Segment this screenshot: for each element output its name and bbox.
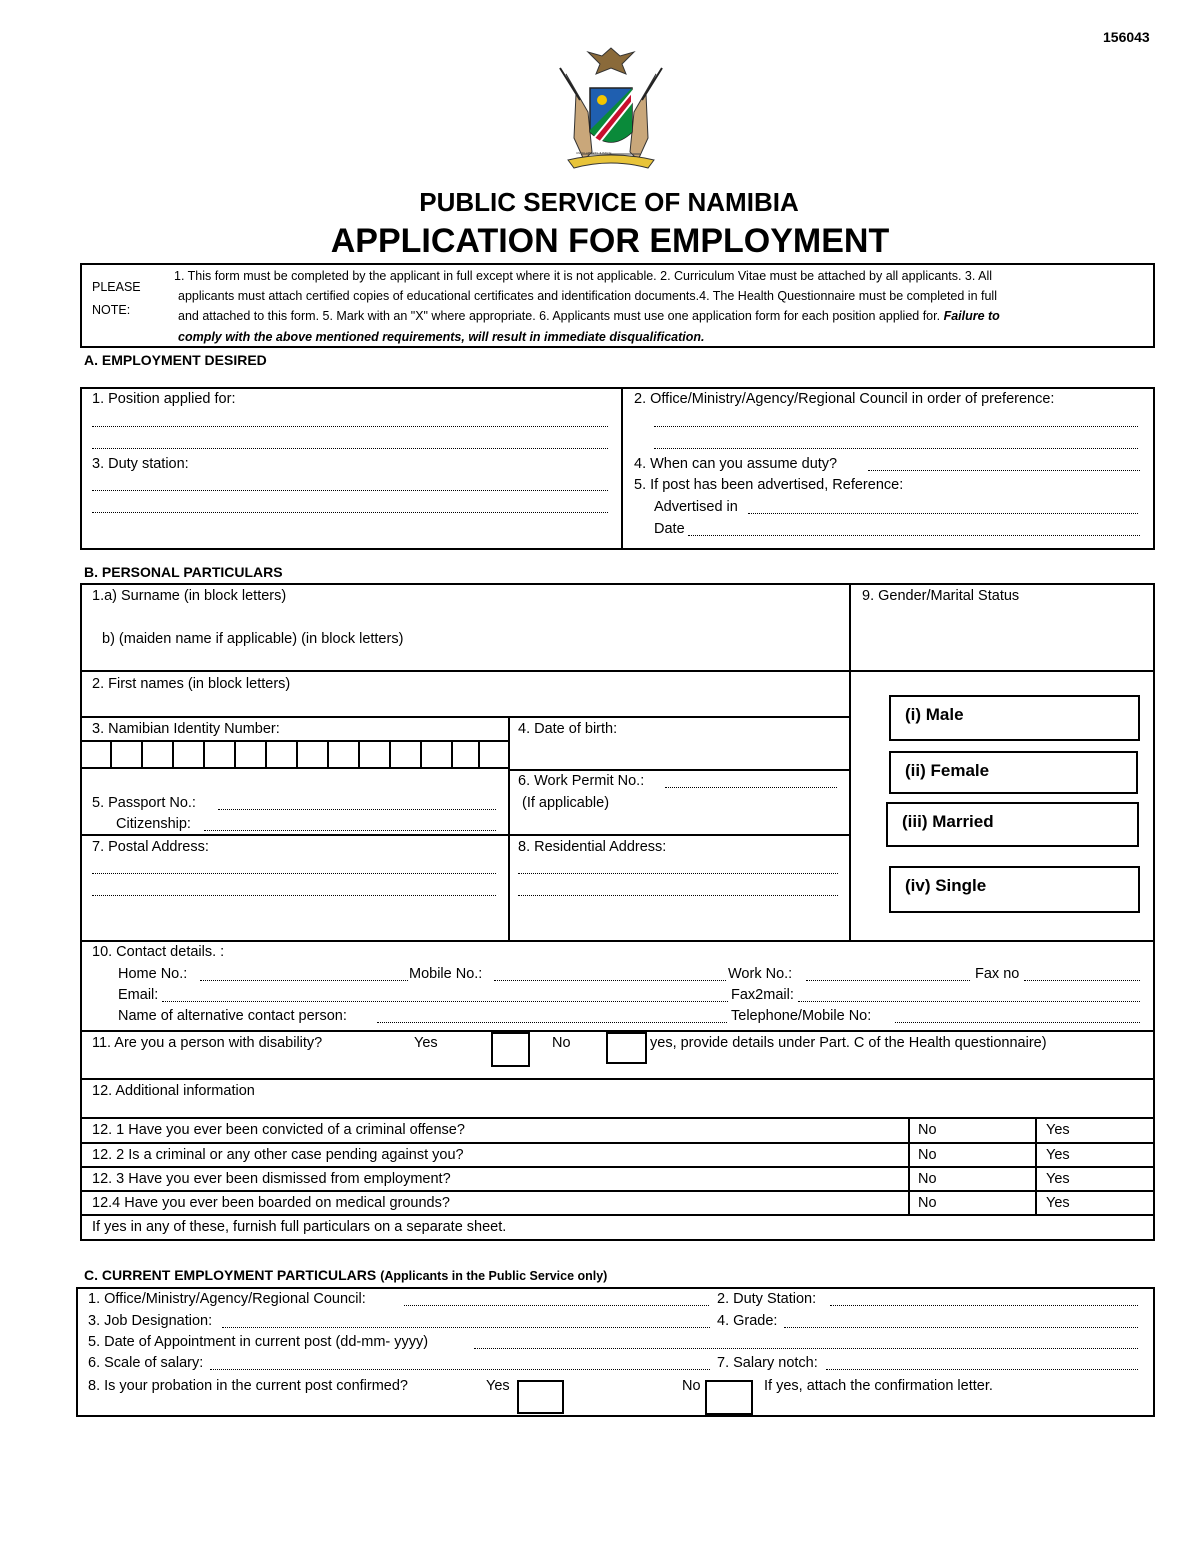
contact-details-label: 10. Contact details. :: [92, 944, 225, 960]
current-duty-station-line[interactable]: [830, 1305, 1138, 1306]
row-divider-dob: [508, 769, 850, 771]
office-preference-line-2[interactable]: [654, 448, 1138, 449]
dob-label: 4. Date of birth:: [518, 721, 618, 737]
probation-yes-checkbox[interactable]: [517, 1380, 564, 1414]
col-divider-no: [908, 1117, 910, 1214]
col-divider-yes: [1035, 1117, 1037, 1214]
fax2mail-line[interactable]: [798, 1001, 1140, 1002]
section-a-table: [80, 387, 1155, 550]
position-applied-line-2[interactable]: [92, 448, 608, 449]
question-case-pending: 12. 2 Is a criminal or any other case pending against you?: [92, 1147, 464, 1163]
telephone-mobile-label: Telephone/Mobile No:: [731, 1008, 872, 1024]
postal-address-label: 7. Postal Address:: [92, 839, 209, 855]
please-note-line-3: [178, 306, 1000, 327]
scale-salary-label: 6. Scale of salary:: [88, 1355, 204, 1371]
disability-no-label: No: [552, 1035, 571, 1051]
telephone-mobile-line[interactable]: [895, 1022, 1140, 1023]
work-no-label: Work No.:: [728, 966, 793, 982]
q2-no-option[interactable]: No: [918, 1147, 937, 1163]
marital-option-single[interactable]: [889, 866, 1140, 913]
office-preference-label: 2. Office/Ministry/Agency/Regional Council in order of preference:: [634, 391, 1055, 407]
assume-duty-label: 4. When can you assume duty?: [634, 456, 838, 472]
current-office-label: 1. Office/Ministry/Agency/Regional Council:: [88, 1291, 366, 1307]
please-note-line-3-italic: Failure to: [943, 309, 1000, 323]
work-permit-line[interactable]: [665, 787, 837, 788]
please-note-label-2: NOTE:: [92, 303, 131, 317]
advertised-in-line[interactable]: [748, 513, 1138, 514]
work-permit-label: 6. Work Permit No.:: [518, 773, 645, 789]
row-divider-q1: [80, 1142, 1155, 1144]
alt-contact-line[interactable]: [377, 1022, 727, 1023]
position-applied-line-1[interactable]: [92, 426, 608, 427]
salary-notch-label: 7. Salary notch:: [717, 1355, 818, 1371]
please-note-line-3-text: and attached to this form. 5. Mark with an "X" where appropriate. 6. Applicants must use one application form for each position applied for.: [178, 309, 941, 323]
marital-option-married[interactable]: [886, 802, 1139, 847]
q2-yes-option[interactable]: Yes: [1046, 1147, 1070, 1163]
gender-marital-label: 9. Gender/Marital Status: [862, 588, 1020, 604]
email-label: Email:: [118, 987, 159, 1003]
citizenship-line[interactable]: [204, 830, 496, 831]
passport-label: 5. Passport No.:: [92, 795, 196, 811]
mobile-no-line[interactable]: [494, 980, 726, 981]
question-dismissed: 12. 3 Have you ever been dismissed from employment?: [92, 1171, 451, 1187]
row-divider-additional: [80, 1117, 1155, 1119]
furnish-particulars-note: If yes in any of these, furnish full particulars on a separate sheet.: [92, 1219, 507, 1235]
section-c-title: [84, 1267, 607, 1285]
first-names-label: 2. First names (in block letters): [92, 676, 291, 692]
current-office-line[interactable]: [404, 1305, 709, 1306]
job-designation-line[interactable]: [222, 1327, 710, 1328]
fax-no-label: Fax no: [975, 966, 1020, 982]
section-a-title: A. EMPLOYMENT DESIRED: [84, 352, 267, 368]
section-c-title-text: C. CURRENT EMPLOYMENT PARTICULARS: [84, 1267, 377, 1283]
job-designation-label: 3. Job Designation:: [88, 1313, 213, 1329]
surname-label: 1.a) Surname (in block letters): [92, 588, 287, 604]
postal-address-line-1[interactable]: [92, 873, 496, 874]
question-criminal-offense: 12. 1 Have you ever been convicted of a criminal offense?: [92, 1122, 465, 1138]
home-no-line[interactable]: [200, 980, 408, 981]
please-note-line-4: comply with the above mentioned requirements, will result in immediate disqualification.: [178, 330, 705, 344]
duty-station-line-1[interactable]: [92, 490, 608, 491]
salary-notch-line[interactable]: [826, 1369, 1138, 1370]
duty-station-line-2[interactable]: [92, 512, 608, 513]
q3-no-option[interactable]: No: [918, 1171, 937, 1187]
home-no-label: Home No.:: [118, 966, 188, 982]
date-label: Date: [654, 521, 685, 537]
residential-address-line-2[interactable]: [518, 895, 838, 896]
gender-option-female[interactable]: [889, 751, 1138, 794]
mobile-no-label: Mobile No.:: [409, 966, 483, 982]
additional-info-label: 12. Additional information: [92, 1083, 255, 1099]
probation-question: 8. Is your probation in the current post confirmed?: [88, 1378, 408, 1394]
postal-address-line-2[interactable]: [92, 895, 496, 896]
date-line[interactable]: [688, 535, 1140, 536]
form-number: 156043: [1103, 29, 1150, 45]
disability-yes-checkbox[interactable]: [491, 1032, 530, 1067]
maiden-name-label: b) (maiden name if applicable) (in block letters): [102, 631, 404, 647]
advertised-reference-label: 5. If post has been advertised, Reference:: [634, 477, 904, 493]
emblem-motto: UNITY LIBERTY JUSTICE: [576, 151, 612, 155]
gender-option-female-label: (ii) Female: [905, 761, 990, 780]
grade-line[interactable]: [784, 1327, 1138, 1328]
section-a-divider: [621, 387, 623, 550]
gender-option-male[interactable]: [889, 695, 1140, 741]
office-preference-line-1[interactable]: [654, 426, 1138, 427]
id-number-label: 3. Namibian Identity Number:: [92, 721, 280, 737]
row-divider-q2: [80, 1166, 1155, 1168]
email-line[interactable]: [162, 1001, 728, 1002]
please-note-line-2: applicants must attach certified copies of educational certificates and identification documents.4. The Health Questionnaire must be completed in full: [178, 289, 997, 303]
disability-yes-label: Yes: [414, 1035, 438, 1051]
q4-no-option[interactable]: No: [918, 1195, 937, 1211]
residential-address-label: 8. Residential Address:: [518, 839, 667, 855]
row-divider-passport: [80, 834, 850, 836]
please-note-box: [80, 263, 1155, 348]
section-b-title: B. PERSONAL PARTICULARS: [84, 564, 283, 580]
date-appointment-line[interactable]: [474, 1348, 1138, 1349]
id-number-boxes[interactable]: [80, 740, 508, 769]
gender-column-divider: [849, 583, 851, 941]
row-divider-surname: [80, 670, 1155, 672]
grade-label: 4. Grade:: [717, 1313, 778, 1329]
please-note-label-1: PLEASE: [92, 280, 141, 294]
header-title-application: APPLICATION FOR EMPLOYMENT: [330, 222, 890, 260]
disability-note: yes, provide details under Part. C of the Health questionnaire): [650, 1035, 1047, 1051]
residential-address-line-1[interactable]: [518, 873, 838, 874]
row-divider-addresses: [80, 940, 1155, 942]
fax-no-line[interactable]: [1024, 980, 1140, 981]
assume-duty-line[interactable]: [868, 470, 1140, 471]
row-divider-q3: [80, 1190, 1155, 1192]
q3-yes-option[interactable]: Yes: [1046, 1171, 1070, 1187]
disability-no-checkbox[interactable]: [606, 1032, 647, 1064]
q4-yes-option[interactable]: Yes: [1046, 1195, 1070, 1211]
work-no-line[interactable]: [806, 980, 970, 981]
probation-no-label: No: [682, 1378, 701, 1394]
work-permit-note: (If applicable): [522, 795, 610, 811]
row-divider-q4: [80, 1214, 1155, 1216]
q1-no-option[interactable]: No: [918, 1122, 937, 1138]
row-divider-firstnames: [80, 716, 850, 718]
date-appointment-label: 5. Date of Appointment in current post (dd-mm- yyyy): [88, 1334, 429, 1350]
marital-option-single-label: (iv) Single: [905, 876, 987, 895]
scale-salary-line[interactable]: [210, 1369, 710, 1370]
fax2mail-label: Fax2mail:: [731, 987, 794, 1003]
position-applied-label: 1. Position applied for:: [92, 391, 236, 407]
advertised-in-label: Advertised in: [654, 499, 738, 515]
probation-no-checkbox[interactable]: [705, 1380, 753, 1415]
probation-note: If yes, attach the confirmation letter.: [764, 1378, 993, 1394]
alt-contact-label: Name of alternative contact person:: [118, 1008, 347, 1024]
question-medical-grounds: 12.4 Have you ever been boarded on medical grounds?: [92, 1195, 450, 1211]
citizenship-label: Citizenship:: [116, 816, 191, 832]
probation-yes-label: Yes: [486, 1378, 510, 1394]
please-note-line-1: 1. This form must be completed by the applicant in full except where it is not applicable. 2. Curriculum Vitae must be attached by all applicants. 3. All: [174, 269, 993, 283]
duty-station-label: 3. Duty station:: [92, 456, 189, 472]
disability-question: 11. Are you a person with disability?: [92, 1035, 323, 1051]
current-duty-station-label: 2. Duty Station:: [717, 1291, 817, 1307]
gender-option-male-label: (i) Male: [905, 705, 964, 724]
q1-yes-option[interactable]: Yes: [1046, 1122, 1070, 1138]
marital-option-married-label: (iii) Married: [902, 812, 994, 831]
header-title-public-service: PUBLIC SERVICE OF NAMIBIA: [419, 187, 799, 217]
section-c-title-note: (Applicants in the Public Service only): [380, 1269, 608, 1283]
passport-line[interactable]: [218, 809, 496, 810]
row-divider-disability: [80, 1078, 1155, 1080]
col-divider-mid: [508, 716, 510, 941]
